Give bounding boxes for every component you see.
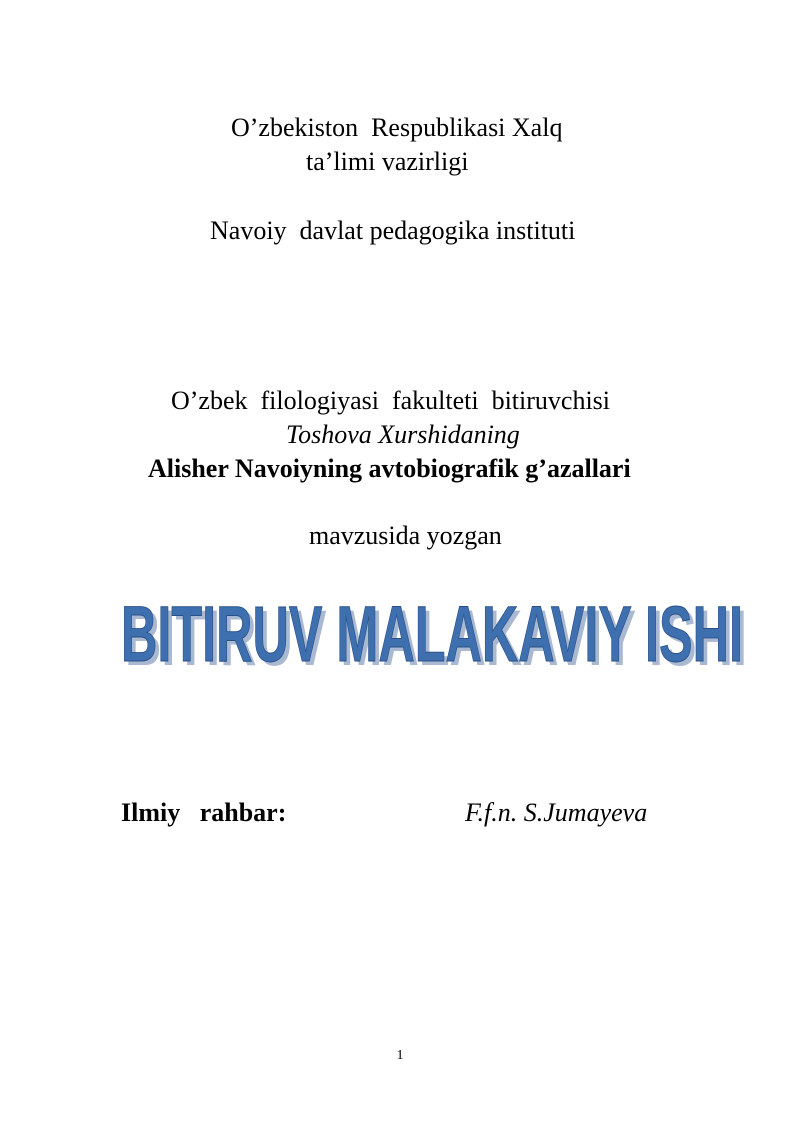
work-title-graphic: [112, 598, 752, 678]
supervisor-label: Ilmiy rahbar:: [121, 798, 287, 827]
ministry-line-2: ta’limi vazirligi: [306, 147, 469, 176]
topic-suffix: mavzusida yozgan: [309, 521, 502, 550]
thesis-topic: Alisher Navoiyning avtobiografik g’azallari: [148, 454, 631, 483]
faculty-line: O’zbek filologiyasi fakulteti bitiruvchisi: [171, 386, 611, 415]
supervisor-name: F.f.n. S.Jumayeva: [465, 798, 648, 827]
work-title-shadow: BITIRUV MALAKAVIY ISHI: [124, 598, 748, 678]
work-title-wordart: [112, 598, 752, 678]
work-title-text: BITIRUV MALAKAVIY ISHI: [120, 598, 744, 678]
institute-name: Navoiy davlat pedagogika instituti: [210, 216, 576, 245]
ministry-line-1: O’zbekiston Respublikasi Xalq: [231, 113, 563, 142]
author-name: Toshova Xurshidaning: [286, 420, 520, 449]
page-number: 1: [396, 1048, 404, 1063]
